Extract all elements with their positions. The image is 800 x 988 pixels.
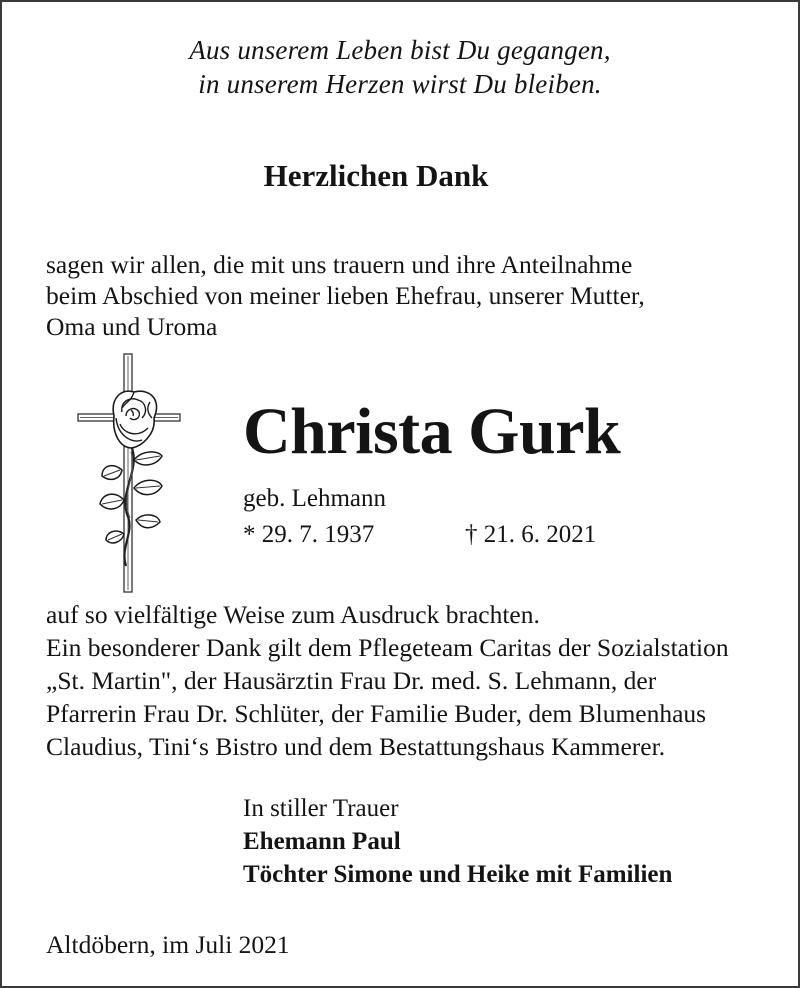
- place-date: Altdöbern, im Juli 2021: [46, 930, 290, 959]
- motto-line-1: Aus unserem Leben bist Du gegangen,: [189, 35, 611, 65]
- intro-line-3: Oma und Uroma: [46, 312, 218, 341]
- mourner-daughters: Töchter Simone und Heike mit Familien: [243, 861, 673, 888]
- cross-with-rose-icon: [76, 352, 184, 594]
- intro-line-2: beim Abschied von meiner lieben Ehefrau, unserer Mutter,: [46, 281, 645, 310]
- closing-line-5: Claudius, Tini‘s Bistro und dem Bestattungshaus Kammerer.: [46, 732, 666, 761]
- maiden-name: geb. Lehmann: [243, 485, 387, 512]
- thanks-heading: Herzlichen Dank: [263, 158, 489, 193]
- mourner-husband: Ehemann Paul: [243, 828, 401, 855]
- closing-line-1: auf so vielfältige Weise zum Ausdruck brachten.: [46, 600, 540, 629]
- closing-line-4: Pfarrerin Frau Dr. Schlüter, der Familie Buder, dem Blumenhaus: [46, 699, 707, 728]
- mourning-intro: In stiller Trauer: [243, 795, 399, 822]
- death-date: † 21. 6. 2021: [465, 521, 597, 548]
- motto-line-2: in unserem Herzen wirst Du bleiben.: [198, 69, 602, 99]
- closing-line-2: Ein besonderer Dank gilt dem Pflegeteam Caritas der Sozialstation: [46, 633, 729, 662]
- birth-date: * 29. 7. 1937: [243, 521, 375, 548]
- intro-line-1: sagen wir allen, die mit uns trauern und ihre Anteilnahme: [46, 250, 633, 279]
- deceased-name: Christa Gurk: [243, 395, 621, 468]
- closing-line-3: „St. Martin", der Hausärztin Frau Dr. med. S. Lehmann, der: [46, 666, 657, 695]
